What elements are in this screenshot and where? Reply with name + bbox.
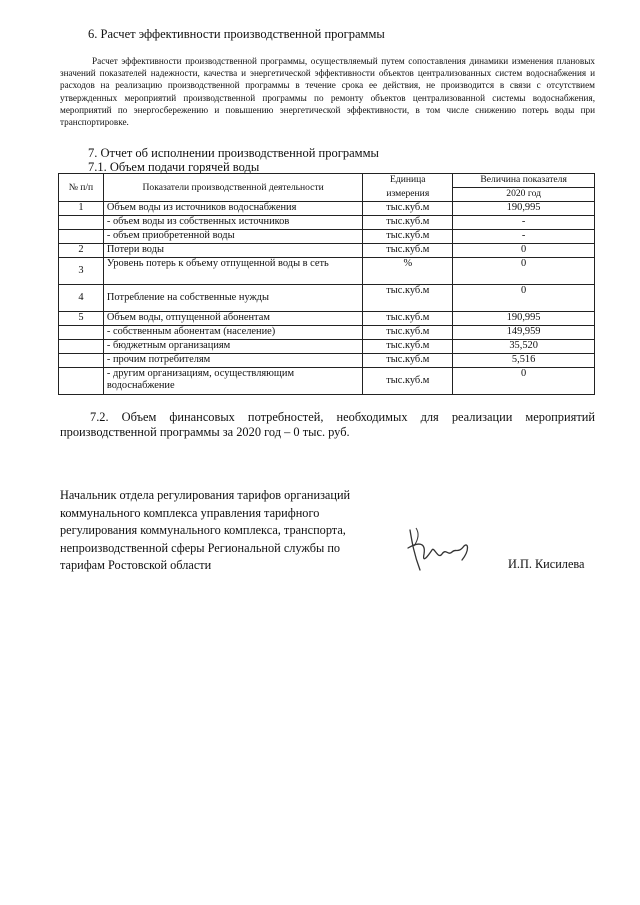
table-row xyxy=(59,354,595,368)
cell-unit: тыс.куб.м xyxy=(363,216,453,230)
cell-num: 3 xyxy=(59,258,104,285)
signature-line: регулирования коммунального комплекса, транспорта, xyxy=(60,523,346,537)
cell-value: 5,516 xyxy=(453,354,595,368)
table-row xyxy=(59,368,595,395)
cell-num xyxy=(59,230,104,244)
cell-value: 0 xyxy=(453,285,595,312)
cell-value: - xyxy=(453,216,595,230)
cell-unit: тыс.куб.м xyxy=(363,354,453,368)
section-7-1-subtitle: 7.1. Объем подачи горячей воды xyxy=(88,160,260,174)
cell-unit: тыс.куб.м xyxy=(363,230,453,244)
header-indicator: Показатели производственной деятельности xyxy=(103,174,362,202)
header-value-bottom: 2020 год xyxy=(453,188,595,202)
cell-unit: тыс.куб.м xyxy=(363,312,453,326)
signature-line: коммунального комплекса управления тарифного xyxy=(60,505,320,520)
section-6-title: 6. Расчет эффективности производственной программы xyxy=(88,27,385,41)
cell-unit: тыс.куб.м xyxy=(363,340,453,354)
cell-label: Объем воды, отпущенной абонентам xyxy=(103,312,362,326)
signature-block xyxy=(60,487,390,575)
table-row xyxy=(59,244,595,258)
signature-line: тарифам Ростовской области xyxy=(60,558,212,572)
cell-label: - объем приобретенной воды xyxy=(103,230,362,244)
cell-value: - xyxy=(453,230,595,244)
section-7-2-text: 7.2. Объем финансовых потребностей, необходимых для реализации мероприятий производственной программы за 2020 год – 0 тыс. руб. xyxy=(60,410,595,439)
hot-water-table xyxy=(58,173,595,395)
signer-name: И.П. Кисилева xyxy=(508,557,585,571)
table-row xyxy=(59,216,595,230)
handwritten-signature xyxy=(398,520,478,580)
table-row xyxy=(59,230,595,244)
signature-line: Начальник отдела регулирования тарифов организаций xyxy=(60,488,351,502)
section-7-title: 7. Отчет об исполнении производственной программы xyxy=(88,146,379,160)
signature-line: непроизводственной сферы Региональной службы по xyxy=(60,540,341,555)
table-row xyxy=(59,312,595,326)
cell-num xyxy=(59,368,104,395)
cell-label: Уровень потерь к объему отпущенной воды в сеть xyxy=(103,258,362,285)
cell-unit: тыс.куб.м xyxy=(363,244,453,258)
cell-label: - объем воды из собственных источников xyxy=(103,216,362,230)
table-row xyxy=(59,258,595,285)
cell-unit: тыс.куб.м xyxy=(363,202,453,216)
cell-num: 2 xyxy=(59,244,104,258)
cell-value: 0 xyxy=(453,368,595,395)
cell-value: 35,520 xyxy=(453,340,595,354)
cell-label: - бюджетным организациям xyxy=(103,340,362,354)
cell-label: - другим организациям, осуществляющим водоснабжение xyxy=(103,368,362,395)
cell-num xyxy=(59,326,104,340)
cell-unit: тыс.куб.м xyxy=(363,368,453,395)
cell-label: Потери воды xyxy=(103,244,362,258)
cell-label: - собственным абонентам (население) xyxy=(103,326,362,340)
cell-unit: тыс.куб.м xyxy=(363,285,453,312)
cell-num: 4 xyxy=(59,285,104,312)
cell-value: 149,959 xyxy=(453,326,595,340)
cell-value: 0 xyxy=(453,244,595,258)
cell-value: 0 xyxy=(453,258,595,285)
header-unit-top: Единица xyxy=(363,174,453,188)
cell-num: 5 xyxy=(59,312,104,326)
section-6-text: Расчет эффективности производственной программы, осуществляемый путем сопоставления динамики изменения плановых значений показателей надежности, качества и энергетической эффективности объектов централизованных систем водоснабжения и расходов на реализацию производственной программы в течение срока ее действия, не производится в связи с отсутствием утвержденных мероприятий производственной программы по ремонту объектов централизованной системы водоснабжения, мероприятий по энергосбережению и повышению энергетической эффективности, в том числе снижению потерь воды при транспортировке. xyxy=(60,56,595,128)
cell-num xyxy=(59,340,104,354)
table-row xyxy=(59,340,595,354)
cell-value: 190,995 xyxy=(453,312,595,326)
header-value-top: Величина показателя xyxy=(453,174,595,188)
table-row xyxy=(59,202,595,216)
table-row xyxy=(59,285,595,312)
cell-unit: % xyxy=(363,258,453,285)
cell-value: 190,995 xyxy=(453,202,595,216)
cell-label: Объем воды из источников водоснабжения xyxy=(103,202,362,216)
cell-num xyxy=(59,216,104,230)
cell-unit: тыс.куб.м xyxy=(363,326,453,340)
cell-num: 1 xyxy=(59,202,104,216)
cell-num xyxy=(59,354,104,368)
header-num: № п/п xyxy=(59,174,104,202)
table-row xyxy=(59,326,595,340)
header-unit-bottom: измерения xyxy=(363,188,453,202)
cell-label: - прочим потребителям xyxy=(103,354,362,368)
cell-label: Потребление на собственные нужды xyxy=(103,285,362,312)
